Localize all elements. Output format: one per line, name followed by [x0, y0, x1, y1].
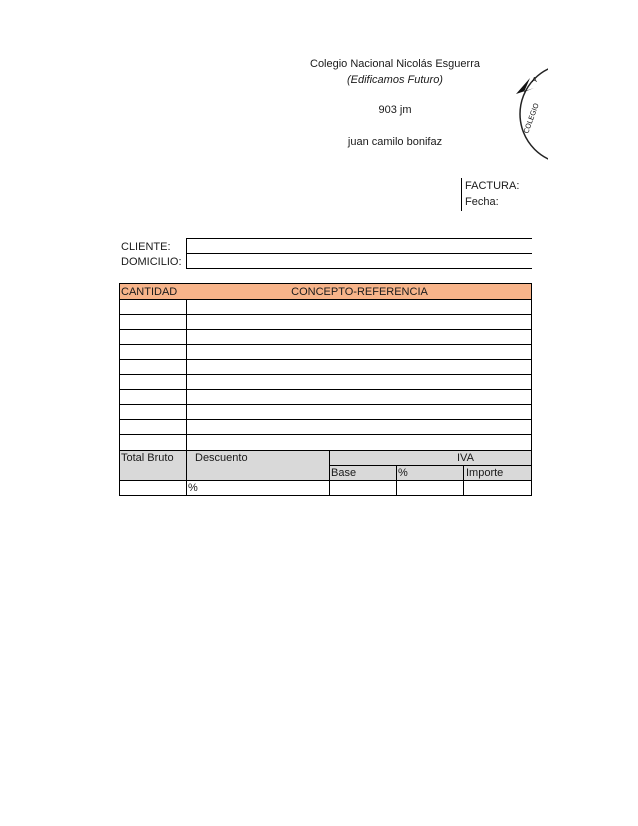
student-name: juan camilo bonifaz	[347, 136, 443, 148]
school-seal-logo	[508, 62, 548, 162]
table-row	[119, 344, 532, 345]
totals-values-border	[119, 480, 532, 481]
descuento-label: Descuento	[195, 452, 248, 464]
totals-bottom-border	[119, 495, 532, 496]
fecha-label: Fecha:	[465, 196, 499, 208]
totals-left-border	[119, 450, 120, 496]
totals-right-border	[531, 450, 532, 496]
course-code: 903 jm	[378, 104, 412, 116]
table-row	[119, 374, 532, 375]
totals-div-4	[463, 465, 464, 496]
client-top-border	[186, 238, 532, 239]
col-cantidad: CANTIDAD	[121, 286, 178, 298]
iva-label: IVA	[457, 452, 474, 464]
col-concepto: CONCEPTO-REFERENCIA	[291, 286, 428, 298]
invoice-box-left-border	[461, 178, 462, 211]
iva-percent-label: %	[398, 467, 408, 479]
total-bruto-label: Total Bruto	[121, 452, 174, 464]
table-row	[119, 389, 532, 390]
items-header-left	[119, 283, 120, 300]
table-row	[119, 434, 532, 435]
factura-label: FACTURA:	[465, 180, 520, 192]
totals-div-2	[329, 450, 330, 496]
svg-text:A: A	[532, 76, 537, 84]
descuento-percent: %	[188, 482, 198, 494]
table-row	[119, 329, 532, 330]
importe-label: Importe	[466, 467, 504, 479]
items-header-right	[531, 283, 532, 300]
school-motto: (Edificamos Futuro)	[347, 74, 443, 86]
totals-div-3	[396, 465, 397, 496]
client-divider	[186, 238, 187, 269]
table-row	[119, 359, 532, 360]
items-header-top	[119, 283, 532, 284]
totals-div-1	[186, 450, 187, 496]
base-label: Base	[331, 467, 357, 479]
domicilio-label: DOMICILIO:	[121, 256, 182, 268]
client-bottom-border	[186, 268, 532, 269]
items-header-bottom	[119, 299, 532, 300]
table-row	[119, 419, 532, 420]
cliente-label: CLIENTE:	[121, 241, 171, 253]
school-name: Colegio Nacional Nicolás Esguerra	[310, 58, 480, 70]
seal-text: COLEGIO	[522, 102, 541, 135]
table-row	[119, 404, 532, 405]
table-row	[119, 314, 532, 315]
client-mid-border	[186, 253, 532, 254]
